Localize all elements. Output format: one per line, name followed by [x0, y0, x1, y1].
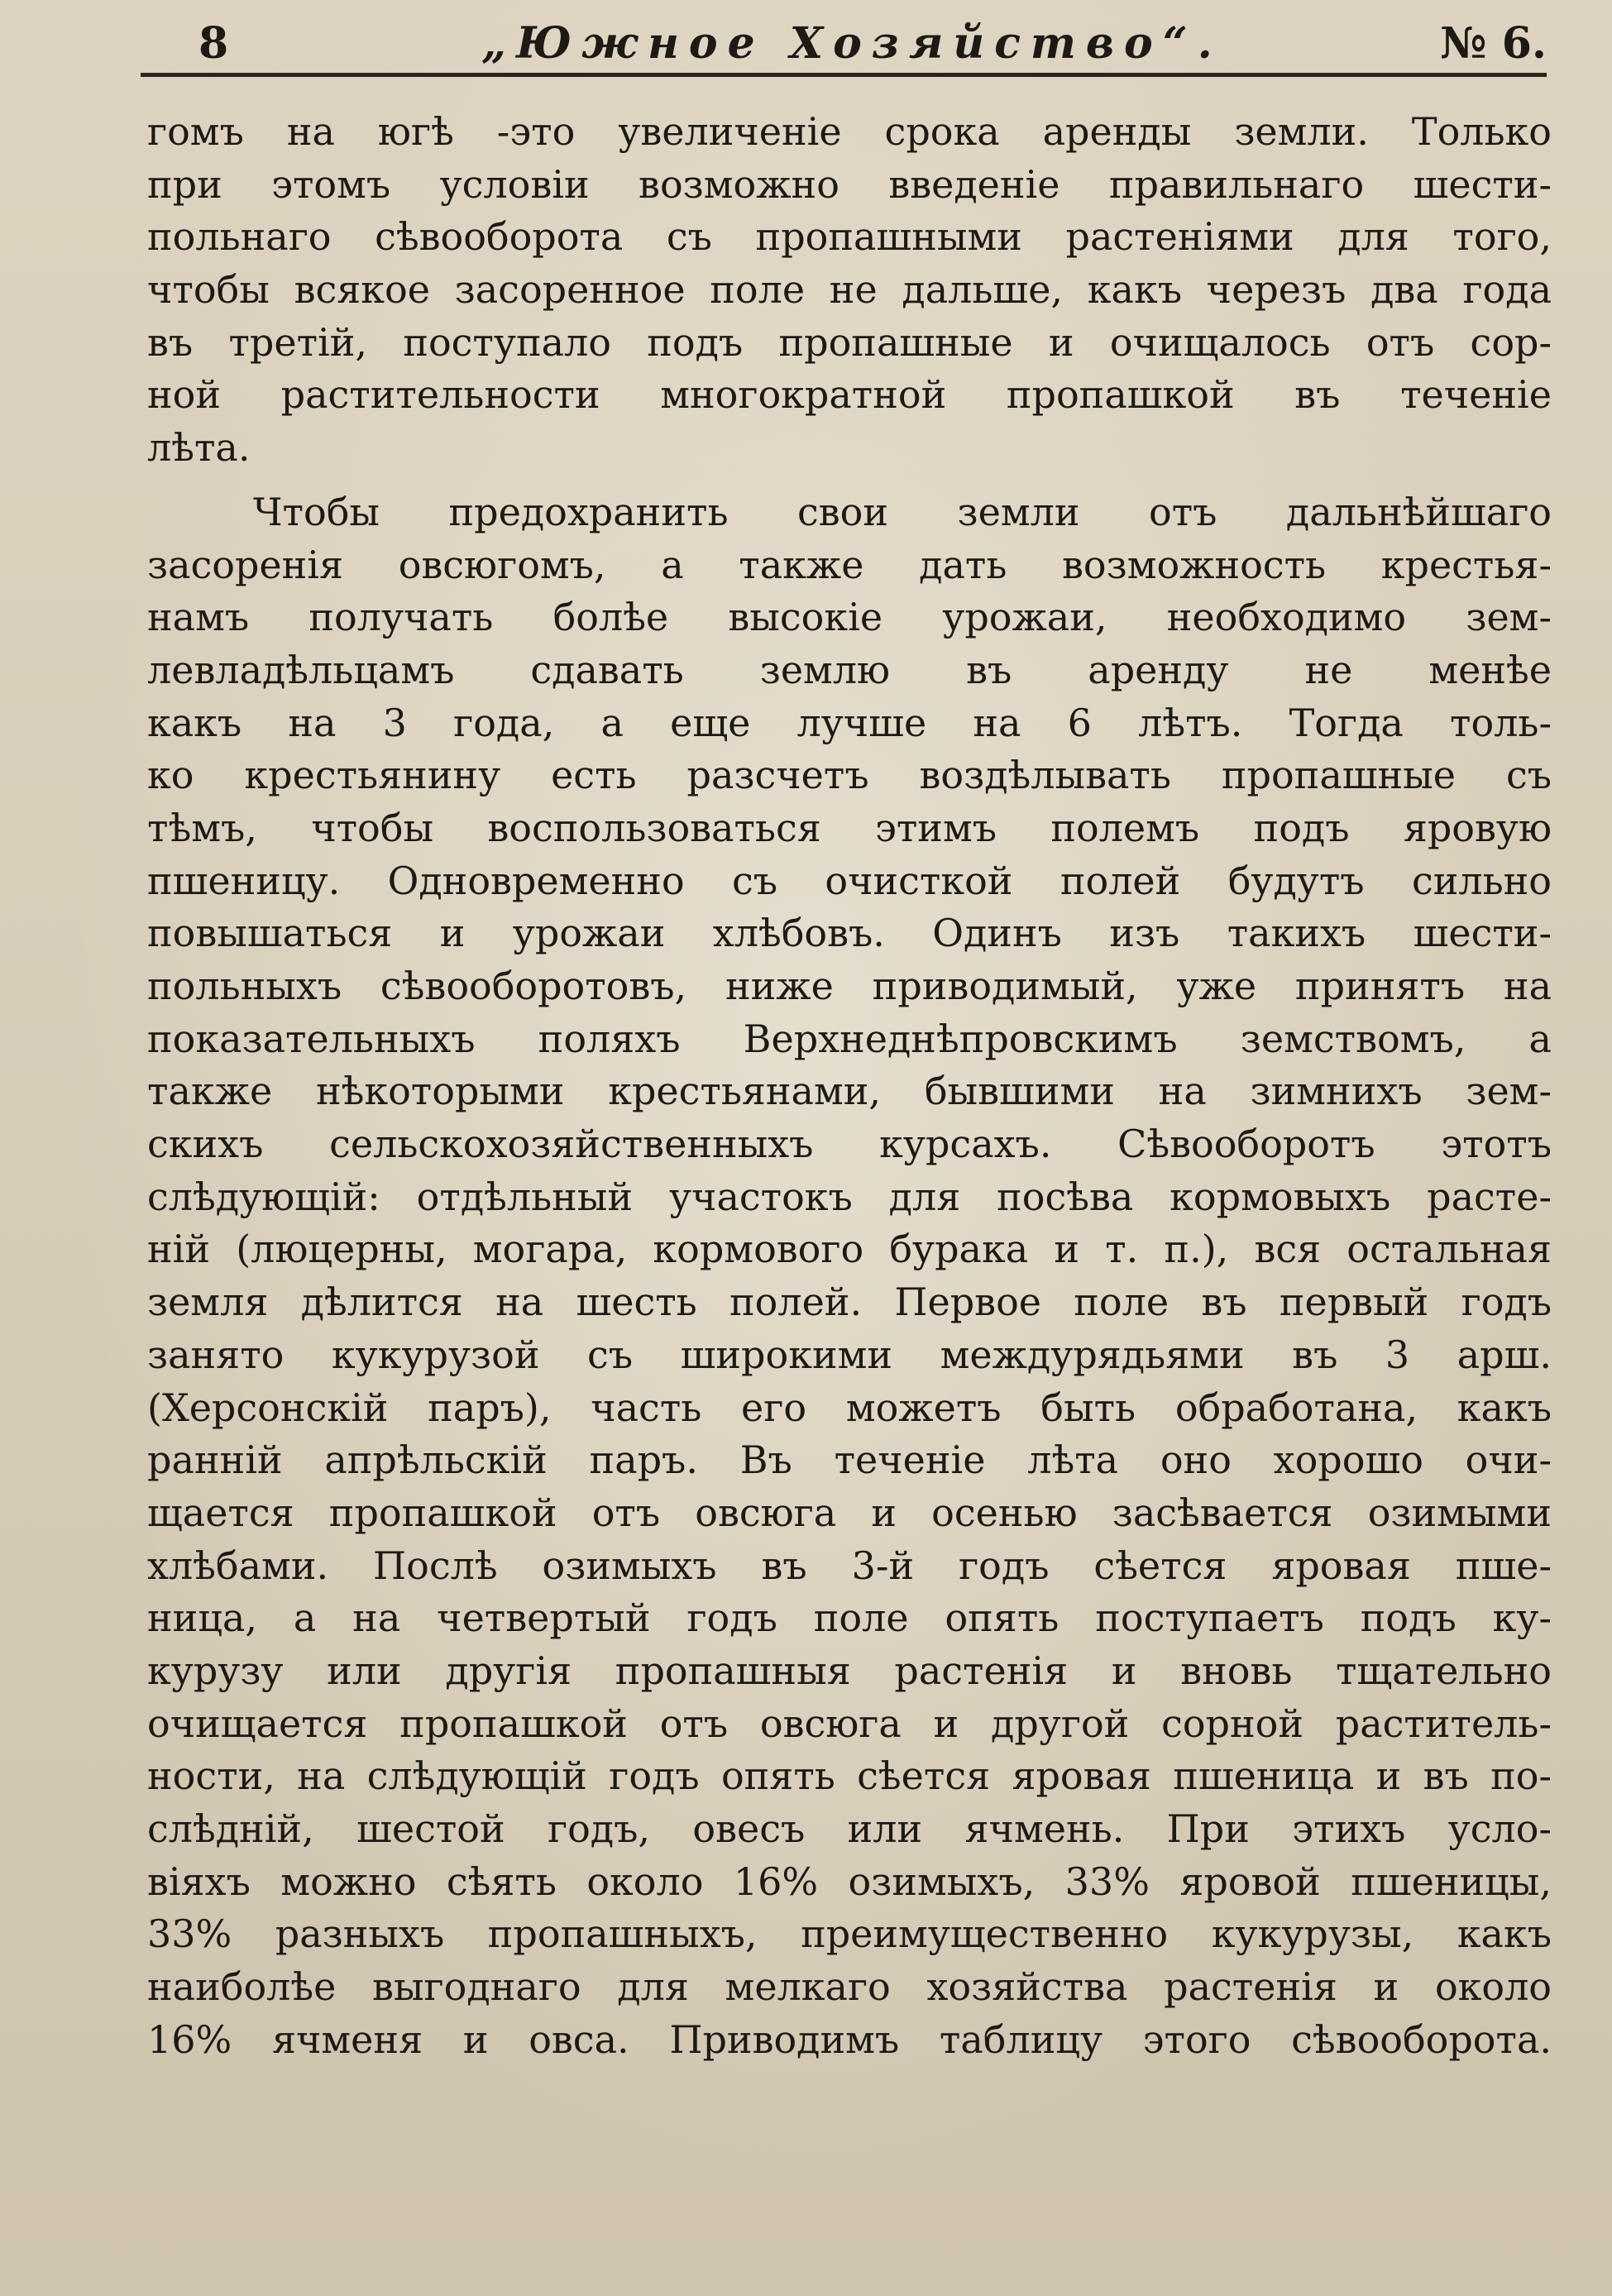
text-line: польнаго сѣвооборота съ пропашными растеніями для того, [147, 214, 1552, 260]
text-line: земля дѣлится на шесть полей. Первое поле въ первый годъ [147, 1280, 1552, 1325]
text-line: віяхъ можно сѣять около 16% озимыхъ, 33% яровой пшеницы, [147, 1858, 1552, 1904]
text-line: какъ на 3 года, а еще лучше на 6 лѣтъ. Тогда толь- [147, 700, 1552, 745]
text-line: левладѣльцамъ сдавать землю въ аренду не менѣе [147, 647, 1552, 692]
text-line: ница, а на четвертый годъ поле опять поступаетъ подъ ку- [147, 1595, 1552, 1641]
text-line: тѣмъ, чтобы воспользоваться этимъ полемъ подъ яровую [147, 805, 1552, 850]
text-line: лѣта. [147, 425, 251, 471]
journal-title: „Южное Хозяйство“. [481, 18, 1222, 69]
text-line: ности, на слѣдующій годъ опять сѣется яровая пшеница и въ по- [147, 1753, 1552, 1799]
text-line: щается пропашкой отъ овсюга и осенью засѣвается озимыми [147, 1490, 1552, 1535]
text-line: въ третій, поступало подъ пропашные и очищалось отъ сор- [147, 319, 1552, 365]
text-line: чтобы всякое засоренное поле не дальше, какъ черезъ два года [147, 267, 1552, 313]
header-rule [141, 73, 1547, 77]
paragraph-gap [147, 475, 1552, 486]
text-line: также нѣкоторыми крестьянами, бывшими на зимнихъ зем- [147, 1069, 1552, 1114]
page-number: 8 [199, 18, 229, 69]
text-line: польныхъ сѣвооборотовъ, ниже приводимый, уже принятъ на [147, 964, 1552, 1008]
text-line: ній (люцерны, могара, кормового бурака и т. п.), вся остальная [147, 1227, 1552, 1272]
text-line: гомъ на югѣ -это увеличеніе срока аренды земли. Только [147, 109, 1552, 154]
body-text [147, 106, 1552, 2066]
text-line: ко крестьянину есть разсчетъ воздѣлывать пропашные съ [147, 753, 1552, 798]
text-line: наиболѣе выгоднаго для мелкаго хозяйства растенія и около [147, 1964, 1552, 2010]
text-line: показательныхъ поляхъ Верхнеднѣпровскимъ земствомъ, а [147, 1016, 1552, 1061]
text-line: 33% разныхъ пропашныхъ, преимущественно кукурузы, какъ [147, 1911, 1552, 1957]
text-line: слѣдующій: отдѣльный участокъ для посѣва кормовыхъ расте- [147, 1174, 1552, 1219]
text-line: пшеницу. Одновременно съ очисткой полей будутъ сильно [147, 858, 1552, 903]
text-line: ранній апрѣльскій паръ. Въ теченіе лѣта оно хорошо очи- [147, 1437, 1552, 1483]
text-line: при этомъ условіи возможно введеніе правильнаго шести- [147, 161, 1552, 207]
text-line: ной растительности многократной пропашкой въ теченіе [147, 372, 1552, 418]
text-line: засоренія овсюгомъ, а также дать возможность крестья- [147, 542, 1552, 587]
issue-number: № 6. [1440, 18, 1547, 69]
text-line: занято кукурузой съ широкими междурядьями въ 3 арш. [147, 1332, 1552, 1377]
text-line: курузу или другія пропашныя растенія и вновь тщательно [147, 1648, 1552, 1693]
text-line: намъ получать болѣе высокіе урожаи, необходимо зем- [147, 595, 1552, 640]
text-line: скихъ сельскохозяйственныхъ курсахъ. Сѣвооборотъ этотъ [147, 1122, 1552, 1167]
text-line: (Херсонскій паръ), часть его можетъ быть обработана, какъ [147, 1385, 1552, 1430]
text-line: Чтобы предохранить свои земли отъ дальнѣйшаго [253, 489, 1552, 534]
text-line: очищается пропашкой отъ овсюга и другой сорной раститель- [147, 1700, 1552, 1746]
text-line: повышаться и урожаи хлѣбовъ. Одинъ изъ такихъ шести- [147, 911, 1552, 956]
running-header [141, 17, 1547, 71]
text-line: 16% ячменя и овса. Приводимъ таблицу этого сѣвооборота. [147, 2016, 1552, 2062]
text-line: хлѣбами. Послѣ озимыхъ въ 3-й годъ сѣется яровая пше- [147, 1543, 1552, 1588]
text-line: слѣдній, шестой годъ, овесъ или ячмень. При этихъ усло- [147, 1806, 1552, 1851]
